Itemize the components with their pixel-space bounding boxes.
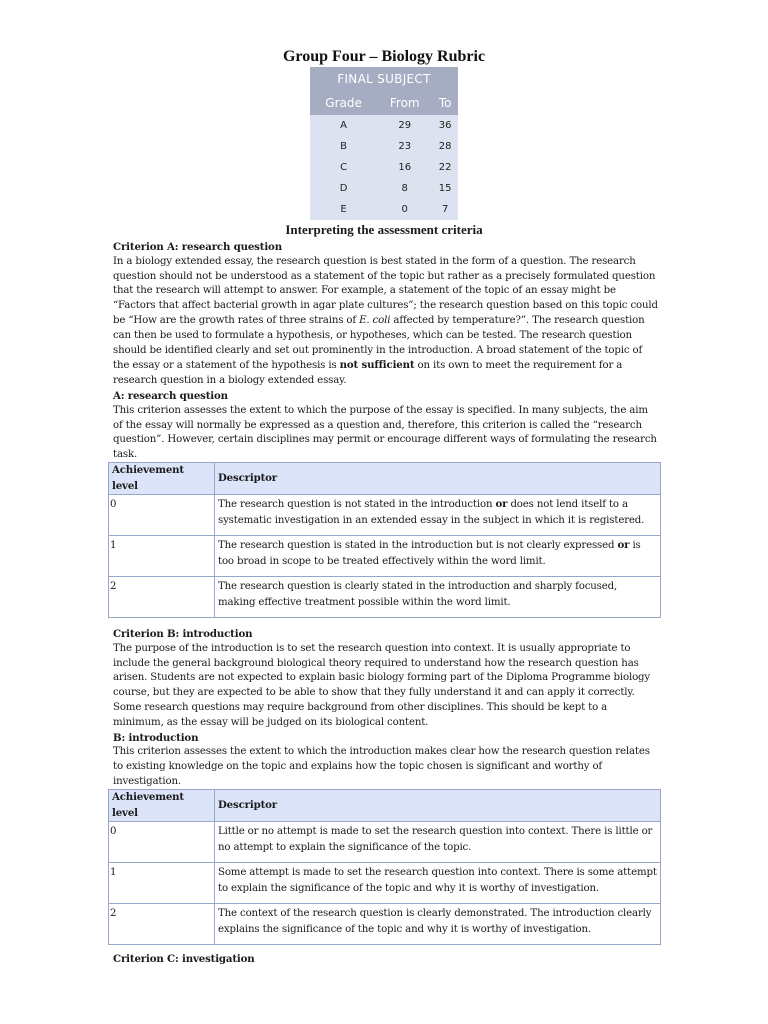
level-cell: 0: [109, 495, 215, 536]
grade-table-header: Grade: [310, 91, 377, 115]
level-cell: 1: [109, 863, 215, 904]
from-cell: 23: [377, 136, 432, 157]
grade-table-caption: FINAL SUBJECT: [310, 67, 458, 91]
criterion-b-subtext: This criterion assesses the extent to which the introduction makes clear how the research question relates to existing knowledge on the topic and explains how the topic chosen is significant and worthy of investigation.: [113, 746, 650, 787]
table-row: [310, 178, 458, 199]
criterion-c-heading: Criterion C: investigation: [113, 953, 255, 965]
from-cell: 8: [377, 178, 432, 199]
criterion-b-table: [108, 789, 661, 945]
grade-cell: D: [310, 178, 377, 199]
grade-cell: E: [310, 199, 377, 220]
descriptor-cell: The research question is not stated in the introduction or does not lend itself to a systematic investigation in an extended essay in the subject in which it is registered.: [215, 495, 661, 536]
criterion-a-subtext: This criterion assesses the extent to which the purpose of the essay is specified. In many subjects, the aim of the essay will normally be expressed as a question and, therefore, this criterion is called the “research question”. However, certain disciplines may permit or encourage different ways of formulating the research task.: [113, 404, 657, 461]
grade-cell: C: [310, 157, 377, 178]
descriptor-cell: The research question is stated in the introduction but is not clearly expressed or is too broad in scope to be treated effectively within the word limit.: [215, 536, 661, 577]
from-cell: 16: [377, 157, 432, 178]
descriptor-cell: Some attempt is made to set the research question into context. There is some attempt to explain the significance of the topic and why it is worthy of investigation.: [215, 863, 661, 904]
criterion-a-paragraph: In a biology extended essay, the research question is best stated in the form of a question. The research question should not be understood as a statement of the topic but rather as a precisely formulated question that the research will attempt to answer. For example, a statement of the topic of an essay might be “Factors that affect bacterial growth in agar plate cultures”; the research question based on this topic could be “How are the growth rates of three strains of E. coli affected by temperature?”. The research question can then be used to formulate a hypothesis, or hypotheses, which can be tested. The research question should be identified clearly and set out prominently in the introduction. A broad statement of the topic of the essay or a statement of the hypothesis is not sufficient on its own to meet the requirement for a research question in a biology extended essay.: [113, 255, 658, 387]
to-cell: 7: [432, 199, 458, 220]
criterion-a-subheading: A: research question: [113, 389, 228, 402]
table-row: [109, 495, 661, 536]
table-row: [109, 536, 661, 577]
grade-table-header: To: [432, 91, 458, 115]
level-cell: 1: [109, 536, 215, 577]
descriptor-cell: The research question is clearly stated in the introduction and sharply focused, making effective treatment possible within the word limit.: [215, 577, 661, 618]
table-row: [310, 136, 458, 157]
table-row: [109, 904, 661, 945]
criterion-b-subheading: B: introduction: [113, 731, 199, 744]
table-row: [109, 822, 661, 863]
achievement-level-header: Achievement level: [109, 790, 215, 822]
descriptor-header: Descriptor: [215, 790, 661, 822]
achievement-level-header: Achievement level: [109, 463, 215, 495]
table-row: [109, 863, 661, 904]
criterion-a-section: [113, 240, 658, 461]
table-row: [310, 115, 458, 136]
to-cell: 36: [432, 115, 458, 136]
to-cell: 15: [432, 178, 458, 199]
grade-cell: B: [310, 136, 377, 157]
table-row: [310, 199, 458, 220]
section-heading: Interpreting the assessment criteria: [285, 222, 483, 237]
page-title: Group Four – Biology Rubric: [282, 48, 486, 65]
criterion-b-paragraph: The purpose of the introduction is to set the research question into context. It is usually appropriate to include the general background biological theory required to understand how the research question has arisen. Students are not expected to explain basic biology forming part of the Diploma Programme biology course, but they are expected to be able to show that they fully understand it and can apply it correctly. Some research questions may require background from other disciplines. This should be kept to a minimum, as the essay will be judged on its biological content.: [113, 642, 651, 728]
criterion-b-heading: Criterion B: introduction: [113, 628, 253, 640]
criterion-c-section: [113, 952, 658, 967]
from-cell: 0: [377, 199, 432, 220]
descriptor-cell: Little or no attempt is made to set the research question into context. There is little or no attempt to explain the significance of the topic.: [215, 822, 661, 863]
descriptor-header: Descriptor: [215, 463, 661, 495]
table-row: [109, 577, 661, 618]
criterion-a-table: [108, 462, 661, 618]
grade-table-header: From: [377, 91, 432, 115]
grade-cell: A: [310, 115, 377, 136]
criterion-a-heading: Criterion A: research question: [113, 241, 282, 253]
criterion-b-section: [113, 627, 658, 790]
level-cell: 0: [109, 822, 215, 863]
to-cell: 22: [432, 157, 458, 178]
table-row: [310, 157, 458, 178]
descriptor-cell: The context of the research question is clearly demonstrated. The introduction clearly explains the significance of the topic and why it is worthy of investigation.: [215, 904, 661, 945]
level-cell: 2: [109, 904, 215, 945]
from-cell: 29: [377, 115, 432, 136]
level-cell: 2: [109, 577, 215, 618]
to-cell: 28: [432, 136, 458, 157]
grade-boundaries-table: [310, 67, 458, 220]
